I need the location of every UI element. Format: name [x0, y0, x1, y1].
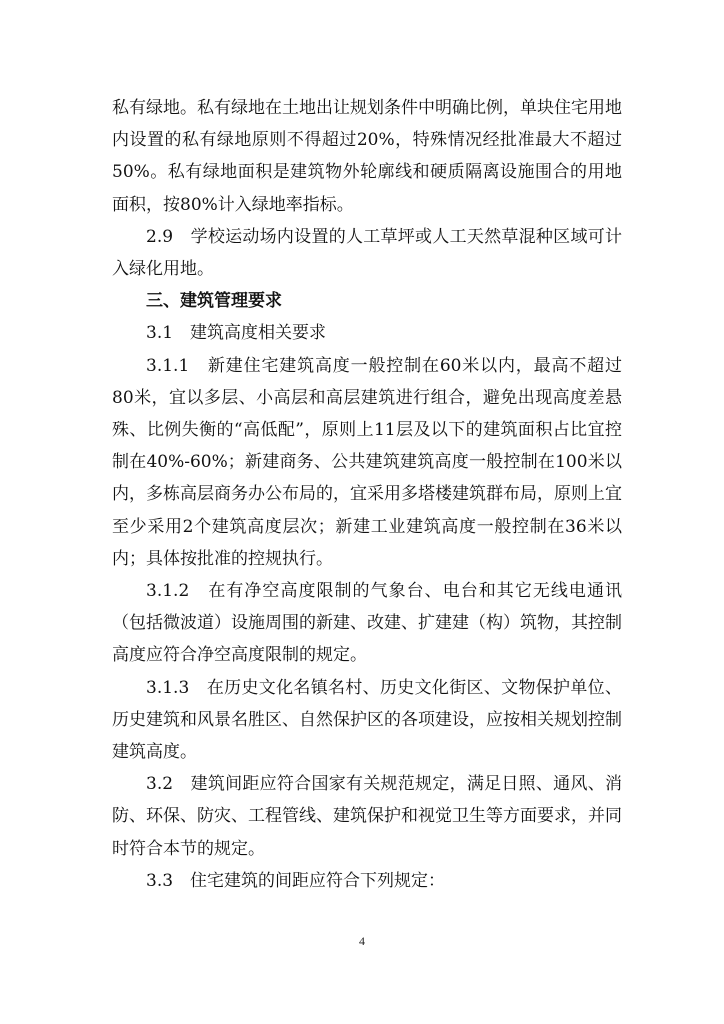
- paragraph-3-1-1: 3.1.1 新建住宅建筑高度一般控制在60米以内，最高不超过80米，宜以多层、小高层和高层建筑进行组合，避免出现高度差悬殊、比例失衡的“高低配”，原则上11层及以下的建筑面积占比宜控制在40%-60%；新建商务、公共建筑建筑高度一般控制在100米以内，多栋高层商务办公布局的，宜采用多塔楼建筑群布局，原则上宜至少采用2个建筑高度层次；新建工业建筑高度一般控制在36米以内；具体按批准的控规执行。: [112, 355, 622, 569]
- paragraph-private-green-space: 私有绿地。私有绿地在土地出让规划条件中明确比例，单块住宅用地内设置的私有绿地原则不得超过20%，特殊情况经批准最大不超过50%。私有绿地面积是建筑物外轮廓线和硬质隔离设施围合的用地面积，按80%计入绿地率指标。: [112, 98, 622, 215]
- section-heading-building-management: 三、建筑管理要求: [146, 291, 282, 312]
- page-number: 4: [359, 934, 365, 948]
- paragraph-3-1-3: 3.1.3 在历史文化名镇名村、历史文化街区、文物保护单位、历史建筑和风景名胜区、自然保护区的各项建设，应按相关规划控制建筑高度。: [112, 677, 622, 763]
- paragraph-3-3: 3.3 住宅建筑的间距应符合下列规定：: [146, 870, 446, 891]
- paragraph-3-1-2: 3.1.2 在有净空高度限制的气象台、电台和其它无线电通讯（包括微波道）设施周围的新建、改建、扩建建（构）筑物，其控制高度应符合净空高度限制的规定。: [112, 581, 622, 666]
- paragraph-2-9: 2.9 学校运动场内设置的人工草坪或人工天然草混种区域可计入绿化用地。: [112, 226, 622, 280]
- document-body: [112, 92, 622, 897]
- subheading-3-1: 3.1 建筑高度相关要求: [146, 323, 327, 344]
- paragraph-3-2: 3.2 建筑间距应符合国家有关规范规定，满足日照、通风、消防、环保、防灾、工程管线、建筑保护和视觉卫生等方面要求，并同时符合本节的规定。: [112, 774, 622, 859]
